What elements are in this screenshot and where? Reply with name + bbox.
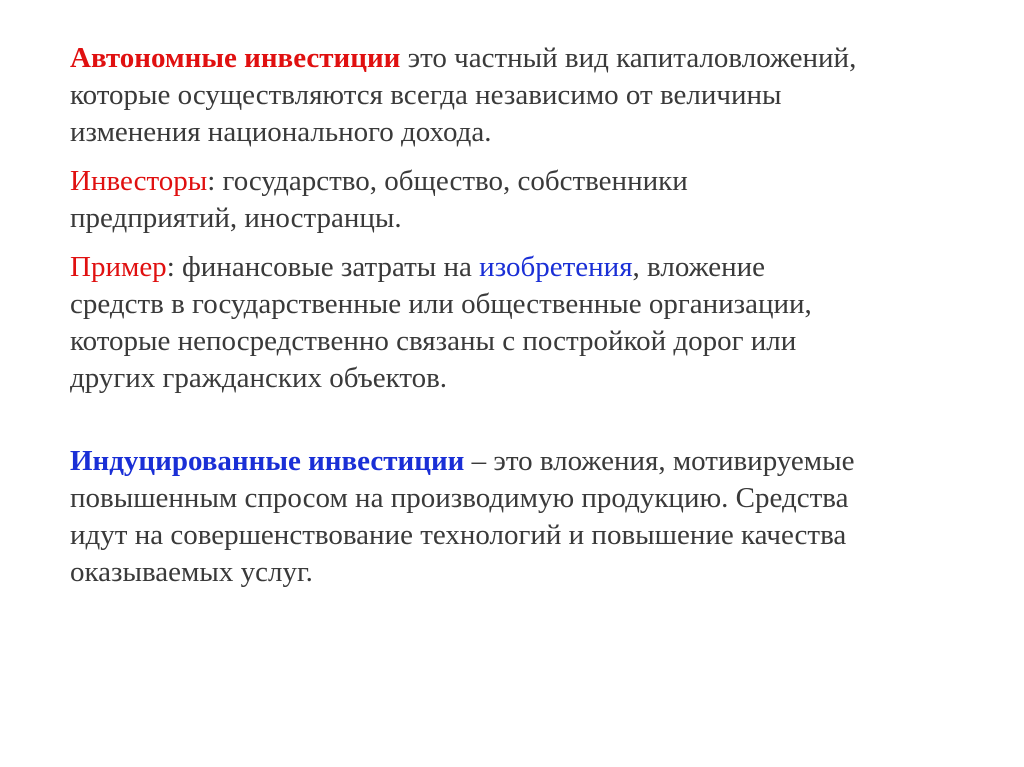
- text-line: идут на совершенствование технологий и повышение качества: [70, 519, 847, 551]
- text-line: повышенным спросом на производимую продукцию. Средства: [70, 482, 849, 514]
- text-line: : государство, общество, собственники: [207, 165, 688, 197]
- term-autonomous-investments: Автономные инвестиции: [70, 42, 401, 74]
- paragraph-autonomous-investments: [70, 40, 970, 151]
- text-line: предприятий, иностранцы.: [70, 202, 402, 234]
- text-line: : финансовые затраты на: [166, 251, 480, 283]
- text-line: – это вложения, мотивируемые: [464, 445, 855, 477]
- highlight-inventions: изобретения: [479, 251, 633, 283]
- text-line: изменения национального дохода.: [70, 116, 492, 148]
- paragraph-induced-investments: [70, 443, 970, 591]
- text-line: оказываемых услуг.: [70, 556, 313, 588]
- term-example: Пример: [70, 251, 167, 283]
- term-investors: Инвесторы: [70, 165, 208, 197]
- text-line: средств в государственные или общественные организации,: [70, 288, 812, 320]
- text-line: других гражданских объектов.: [70, 362, 448, 394]
- text-line: это частный вид капиталовложений,: [400, 42, 857, 74]
- paragraph-investors: [70, 163, 970, 237]
- paragraph-example: [70, 249, 970, 397]
- text-line: которые непосредственно связаны с постройкой дорог или: [70, 325, 797, 357]
- term-induced-investments: Индуцированные инвестиции: [70, 445, 465, 477]
- text-line: , вложение: [632, 251, 766, 283]
- slide-content: [70, 40, 970, 591]
- text-line: которые осуществляются всегда независимо от величины: [70, 79, 782, 111]
